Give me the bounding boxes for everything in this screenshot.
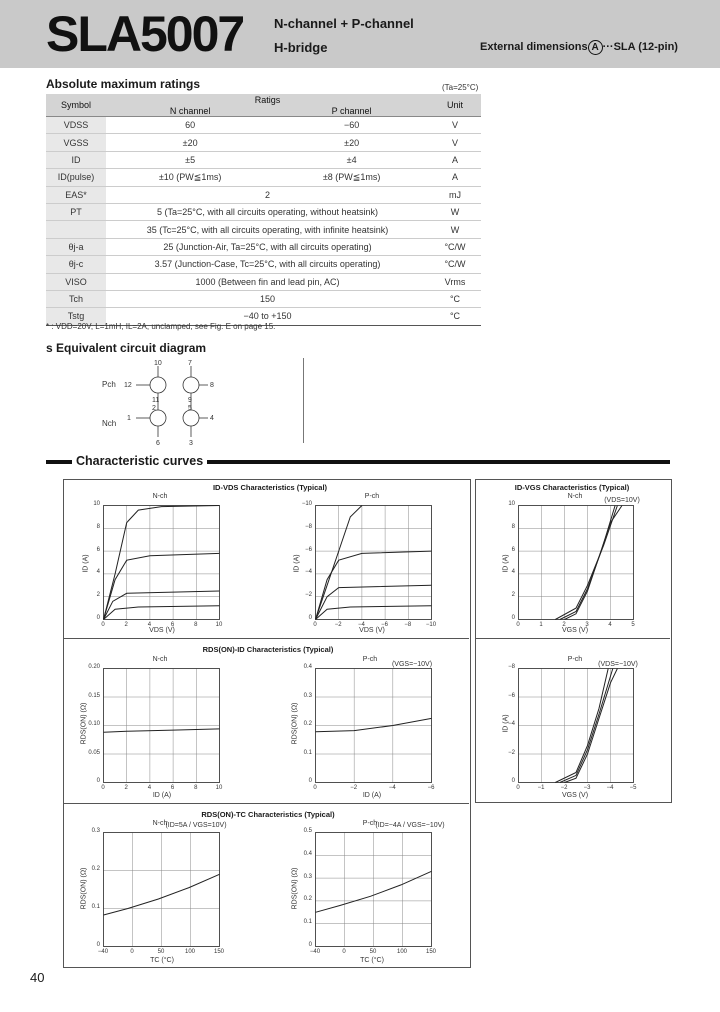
y-tick-label: 0.4 [303,850,312,857]
amr-symbol-cell: Tch [46,290,106,307]
x-tick-label: 0 [313,785,317,791]
plot-frame [104,506,220,620]
chart-rdson-tc-pch [315,832,432,947]
amr-unit-cell: mJ [429,186,481,203]
pin-label: 7 [188,360,192,367]
x-tick-label: 4 [608,622,612,628]
ext-dim-suffix: ···SLA (12-pin) [602,41,678,53]
amr-rating-cell: 25 (Junction-Air, Ta=25°C, with all circuits operating) [106,238,429,255]
x-tick-label: 8 [194,622,198,628]
x-tick-label: 10 [215,622,223,628]
graph-title: RDS(ON)-ID Characteristics (Typical) [202,645,334,654]
graph-sub: P-ch [362,656,378,663]
y-tick-label: 0.1 [303,749,312,756]
chart-id-vgs-nch [518,505,634,620]
y-tick-label: 0.3 [303,873,312,880]
y-tick-label: 0 [96,942,100,948]
amr-rating-cell: 5 (Ta=25°C, with all circuits operating, without heatsink) [106,203,429,220]
x-tick-label: 0 [101,785,105,791]
y-tick-label: 0.2 [91,866,100,872]
amr-rating-cell: 35 (Tc=25°C, with all circuits operating, with infinite heatsink) [106,221,429,238]
x-tick-label: −2 [350,785,358,791]
col-p-channel: P channel [274,105,429,117]
amr-p-cell: ±8 (PW≦1ms) [274,169,429,186]
graph-annotation: (VGS=−10V) [391,661,433,668]
graph-annotation: (ID=−4A / VGS=−10V) [375,822,445,829]
amr-rating-cell: 2 [106,186,429,203]
subtitle-type: H-bridge [274,40,328,55]
frame-divider [475,638,670,639]
y-tick-label: 0.20 [88,664,100,670]
pin-label: 12 [124,382,132,389]
x-tick-label: −5 [629,785,637,791]
graph-title: RDS(ON)-TC Characteristics (Typical) [201,810,335,819]
y-tick-label: 4 [511,569,515,576]
y-tick-label: 0 [96,615,100,621]
x-tick-label: 5 [631,622,635,628]
amr-row [46,117,481,134]
amr-unit-cell: W [429,221,481,238]
x-tick-label: 8 [194,785,198,791]
nch-label: Nch [102,419,117,428]
graph-xlabel: TC (°C) [150,957,174,964]
y-tick-label: −2 [508,749,515,756]
x-tick-label: 0 [342,949,346,955]
plot-frame [316,506,432,620]
y-tick-label: 10 [93,501,100,507]
pch-mosfet-1-symbol [150,377,166,393]
graph-title: ID-VDS Characteristics (Typical) [212,483,328,492]
graph-ylabel: RDS(ON) (Ω) [291,867,299,910]
subtitle-channel: N-channel + P-channel [274,16,414,31]
pin-label: 5 [188,405,192,412]
x-tick-label: 4 [147,785,152,791]
nch-mosfet-2-symbol [183,410,199,426]
series-line [104,729,220,732]
series-line [316,606,432,620]
y-tick-label: 0.4 [303,664,312,670]
graph-xlabel: VDS (V) [359,627,385,634]
graph-xlabel: VGS (V) [561,627,589,634]
y-tick-label: 2 [96,592,100,599]
y-tick-label: 0.5 [303,828,312,834]
graph-ylabel: ID (A) [82,554,90,573]
plot-frame [519,506,634,620]
eq-circuit-bullet: s [46,341,53,355]
x-tick-label: 0 [516,785,520,791]
y-tick-label: −2 [305,592,312,599]
amr-rating-cell: −40 to +150 [106,308,429,325]
amr-n-cell: ±10 (PW≦1ms) [106,169,274,186]
y-tick-label: −10 [301,501,312,507]
graph-sub: P-ch [362,820,378,827]
x-tick-label: −6 [427,785,435,791]
y-tick-label: −6 [508,692,515,699]
chart-id-vds-pch [315,505,432,620]
amr-rating-cell: 150 [106,290,429,307]
amr-rating-cell: 3.57 (Junction-Case, Tc=25°C, with all circuits operating) [106,256,429,273]
y-tick-label: 0.3 [303,692,312,699]
amr-symbol-cell: VGSS [46,134,106,151]
amr-row [46,290,481,307]
x-tick-label: 150 [425,949,437,955]
x-tick-label: 2 [124,622,128,628]
amr-rating-cell: 1000 (Between fin and lead pin, AC) [106,273,429,290]
y-tick-label: −4 [305,569,312,576]
amr-unit-cell: °C/W [429,256,481,273]
y-tick-label: 4 [96,569,100,576]
x-tick-label: 100 [396,949,408,955]
amr-symbol-cell: EAS* [46,186,106,203]
col-n-channel: N channel [106,105,274,117]
graph-xlabel: ID (A) [152,792,172,799]
y-tick-label: 8 [511,523,515,530]
x-tick-label: −4 [357,622,365,628]
x-tick-label: 1 [539,622,543,628]
nch-mosfet-1-symbol [150,410,166,426]
section-title-text: Characteristic curves [76,454,204,468]
amr-symbol-cell: ID [46,151,106,168]
graph-sub: P-ch [567,656,583,663]
amr-row [46,134,481,151]
x-tick-label: −2 [560,785,568,791]
amr-unit-cell: W [429,203,481,220]
graph-xlabel: ID (A) [362,792,382,799]
graph-annotation: (VDS=−10V) [598,661,638,668]
section-title [72,454,207,468]
x-tick-label: 6 [170,785,175,791]
pin-label: 10 [154,360,162,367]
circled-a-icon: A [588,40,603,55]
graph-sub: N-ch [152,493,168,500]
graph-xlabel: TC (°C) [360,957,384,964]
x-tick-label: −2 [334,622,342,628]
amr-footnote: * : VDD=20V, L=1mH, IL=2A, unclamped, see Fig. E on page 15. [46,322,276,331]
x-tick-label: 4 [147,622,152,628]
x-tick-label: −40 [309,949,321,955]
graph-ylabel: RDS(ON) (Ω) [80,702,88,745]
col-ratings: Ratigs [106,94,429,105]
series-line [104,606,220,620]
amr-symbol-cell: VDSS [46,117,106,134]
y-tick-label: 0.10 [88,721,100,727]
equivalent-circuit-diagram [96,360,226,445]
y-tick-label: 0.2 [303,896,312,903]
y-tick-label: 0 [308,778,312,784]
part-number: SLA5007 [46,6,244,62]
amr-p-cell: −60 [274,117,429,134]
x-tick-label: −3 [583,785,591,791]
x-tick-label: 3 [585,622,589,628]
external-dimensions [480,40,678,55]
y-tick-label: 10 [508,501,515,507]
y-tick-label: −8 [508,664,515,670]
col-symbol: Symbol [46,94,106,117]
amr-condition: (Ta=25°C) [442,83,479,92]
y-tick-label: 0.1 [303,919,312,926]
amr-unit-cell: A [429,151,481,168]
y-tick-label: 6 [511,546,515,553]
y-tick-label: 0 [511,778,515,784]
eq-circuit-title-text: Equivalent circuit diagram [56,341,207,355]
x-tick-label: −4 [606,785,614,791]
amr-row [46,238,481,255]
y-tick-label: 0.05 [88,749,100,756]
pch-label: Pch [102,380,116,389]
amr-unit-cell: °C [429,290,481,307]
chart-rdson-id-pch [315,668,432,783]
amr-symbol-cell: PT [46,203,106,220]
x-tick-label: 0 [313,622,317,628]
amr-row [46,273,481,290]
graph-sub: N-ch [567,493,583,500]
graph-sub: N-ch [152,820,168,827]
amr-unit-cell: V [429,134,481,151]
x-tick-label: −10 [425,622,437,628]
amr-symbol-cell: θj-c [46,256,106,273]
amr-row [46,151,481,168]
pin-label: 4 [210,415,214,422]
amr-unit-cell: V [429,117,481,134]
amr-row [46,186,481,203]
graph-annotation: (VDS=10V) [604,497,640,504]
x-tick-label: 150 [213,949,225,955]
graph-sub: P-ch [364,493,380,500]
graph-annotation: (ID=5A / VGS=10V) [165,822,227,829]
amr-unit-cell: A [429,169,481,186]
graph-ylabel: ID (A) [502,714,510,733]
x-tick-label: −6 [381,622,389,628]
graph-ylabel: RDS(ON) (Ω) [291,702,299,745]
x-tick-label: 50 [369,949,377,955]
series-line [104,591,220,620]
eq-circuit-title [46,341,206,355]
amr-table [46,94,481,326]
y-tick-label: 0.3 [91,828,100,834]
ext-dim-prefix: External dimensions [480,41,588,53]
series-line [104,506,220,620]
x-tick-label: −40 [97,949,109,955]
chart-rdson-tc-nch [103,832,220,947]
y-tick-label: 2 [511,592,515,599]
pin-label: 1 [127,415,131,422]
amr-symbol-cell: VISO [46,273,106,290]
chart-id-vds-nch [103,505,220,620]
page-number: 40 [30,970,45,985]
series-line [104,553,220,619]
x-tick-label: 0 [101,622,105,628]
pin-label: 3 [189,440,193,445]
x-tick-label: 2 [124,785,128,791]
x-tick-label: 0 [516,622,520,628]
frame-divider [63,638,469,639]
chart-id-vgs-pch [518,668,634,783]
x-tick-label: 50 [157,949,165,955]
amr-n-cell: 60 [106,117,274,134]
series-line [316,585,432,619]
y-tick-label: 0 [308,942,312,948]
x-tick-label: −8 [404,622,412,628]
amr-symbol-cell: Tstg [46,308,106,325]
graph-ylabel: RDS(ON) (Ω) [80,867,88,910]
x-tick-label: −1 [537,785,545,791]
y-tick-label: −8 [305,523,312,530]
y-tick-label: 6 [96,546,100,553]
y-tick-label: 0 [308,615,312,621]
amr-unit-cell: °C/W [429,238,481,255]
x-tick-label: 0 [130,949,134,955]
x-tick-label: 2 [562,622,566,628]
amr-n-cell: ±20 [106,134,274,151]
pch-mosfet-2-symbol [183,377,199,393]
graph-ylabel: ID (A) [293,554,301,573]
series-line [316,718,432,731]
y-tick-label: −6 [305,546,312,553]
amr-unit-cell: °C [429,308,481,325]
pin-label: 9 [188,397,192,404]
amr-symbol-cell [46,221,106,238]
amr-row [46,256,481,273]
y-tick-label: 0 [96,778,100,784]
y-tick-label: 8 [96,523,100,530]
x-tick-label: 6 [170,622,175,628]
pin-label: 6 [156,440,160,445]
y-tick-label: 0.1 [91,904,100,910]
x-tick-label: −4 [388,785,396,791]
amr-title: Absolute maximum ratings [46,77,201,91]
graph-ylabel: ID (A) [502,554,510,573]
series-line [565,506,623,620]
amr-row [46,169,481,186]
pin-label: 2 [152,405,156,412]
x-tick-label: 100 [184,949,196,955]
amr-p-cell: ±4 [274,151,429,168]
amr-row [46,221,481,238]
y-tick-label: 0.2 [303,721,312,727]
graph-xlabel: VGS (V) [561,792,589,799]
amr-symbol-cell: ID(pulse) [46,169,106,186]
pin-label: 8 [210,382,214,389]
amr-p-cell: ±20 [274,134,429,151]
y-tick-label: 0 [511,615,515,621]
graph-xlabel: VDS (V) [149,627,175,634]
amr-symbol-cell: θj-a [46,238,106,255]
graph-sub: N-ch [152,656,168,663]
pin-label: 11 [152,397,160,404]
amr-unit-cell: Vrms [429,273,481,290]
graph-title: ID-VGS Characteristics (Typical) [514,483,630,492]
x-tick-label: 10 [215,785,223,791]
col-unit: Unit [429,94,481,117]
amr-n-cell: ±5 [106,151,274,168]
y-tick-label: −4 [508,721,515,727]
amr-row [46,203,481,220]
frame-divider [63,803,469,804]
y-tick-label: 0.15 [88,692,100,699]
chart-rdson-id-nch [103,668,220,783]
diagram-divider [303,358,304,443]
